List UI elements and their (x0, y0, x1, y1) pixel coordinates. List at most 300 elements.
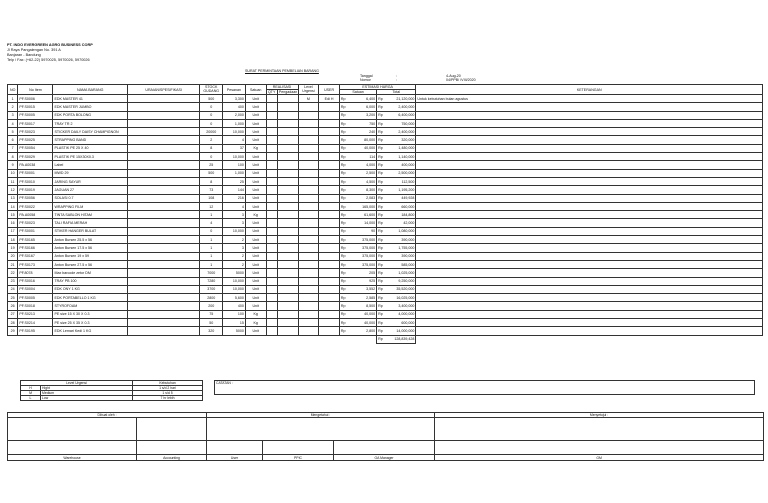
row-satuan: Unit (245, 202, 266, 210)
row-no: 14 (8, 202, 18, 210)
empty-cell (245, 335, 266, 343)
col-pengadaan: Pengadaan (278, 90, 298, 94)
role-ga-manager: GA Manager (334, 455, 435, 461)
row-pesanan: 3,300 (223, 95, 246, 103)
row-qty (266, 219, 277, 227)
row-level (298, 302, 319, 310)
table-row (8, 95, 763, 103)
row-uraian (127, 260, 199, 268)
row-uraian (127, 277, 199, 285)
row-qty (266, 111, 277, 119)
row-item-name: Anton Bursen 25.5 x 56 (53, 236, 127, 244)
legend-code: L (21, 396, 41, 401)
row-rp: Rp (339, 186, 347, 194)
row-uraian (127, 252, 199, 260)
table-row (8, 186, 763, 194)
row-item-name: Anton Bursen 19 x 59 (53, 252, 127, 260)
col-realisasi: REALISASI (266, 85, 298, 90)
row-rp: Rp (377, 285, 385, 293)
legend-need: 1 s/d 2 hari (133, 386, 203, 391)
row-item-code: PF.S0016 (18, 277, 53, 285)
row-rp: Rp (377, 95, 385, 103)
row-no: 11 (8, 177, 18, 185)
row-level (298, 169, 319, 177)
row-stock: 7280 (200, 277, 223, 285)
row-item-code: PF.S0017 (18, 119, 53, 127)
row-stock: 1 (200, 252, 223, 260)
row-level (298, 103, 319, 111)
row-item-code: PF.S0001 (18, 169, 53, 177)
row-pengadaan (277, 227, 298, 235)
row-item-name: TRAY PB 100 (53, 277, 127, 285)
row-item-name: PLASTIK PE 25 X 40 (53, 144, 127, 152)
row-uraian (127, 236, 199, 244)
row-pesanan: 2 (223, 236, 246, 244)
row-rp: Rp (377, 119, 385, 127)
row-item-name: PLASTIK PE 15X30X0.3 (53, 153, 127, 161)
empty-cell (53, 335, 127, 343)
row-satuan: Unit (245, 227, 266, 235)
company-address: Jl Raya Pangalengan No. 391 A (7, 48, 61, 52)
row-total: 1,195,200 (385, 186, 416, 194)
row-level (298, 211, 319, 219)
row-rp: Rp (339, 310, 347, 318)
row-keterangan (416, 252, 763, 260)
row-pengadaan (277, 111, 298, 119)
row-satuan: Unit (245, 119, 266, 127)
row-user: Edi H (319, 95, 340, 103)
row-rp: Rp (339, 103, 347, 111)
row-pengadaan (277, 194, 298, 202)
col-total: Total (377, 90, 416, 95)
row-user (319, 194, 340, 202)
row-no: 4 (8, 119, 18, 127)
sign-box (263, 441, 334, 455)
row-item-code: PF.S0001 (18, 227, 53, 235)
row-rp: Rp (339, 252, 347, 260)
row-total: 42,000 (385, 219, 416, 227)
row-satuan: Unit (245, 327, 266, 335)
row-harga: 114 (348, 153, 377, 161)
row-pengadaan (277, 252, 298, 260)
row-harga: 6,400 (348, 95, 377, 103)
table-row (8, 194, 763, 202)
row-qty (266, 211, 277, 219)
row-harga: 2,585 (348, 294, 377, 302)
row-pengadaan (277, 161, 298, 169)
row-stock: 20000 (200, 128, 223, 136)
row-keterangan (416, 302, 763, 310)
row-total: 16,025,000 (385, 294, 416, 302)
row-pesanan: 100 (223, 161, 246, 169)
row-uraian (127, 294, 199, 302)
row-pesanan: 10,000 (223, 153, 246, 161)
row-pesanan: 10,000 (223, 277, 246, 285)
col-user: USER (319, 85, 340, 95)
row-level (298, 186, 319, 194)
row-rp: Rp (339, 244, 347, 252)
col-satuan: Satuan (245, 85, 266, 95)
row-no: 24 (8, 285, 18, 293)
row-pesanan: 1,000 (223, 169, 246, 177)
row-stock: 7000 (200, 269, 223, 277)
empty-cell (319, 335, 340, 343)
row-uraian (127, 153, 199, 161)
row-uraian (127, 327, 199, 335)
row-rp: Rp (377, 194, 385, 202)
row-no: 25 (8, 294, 18, 302)
table-row (8, 269, 763, 277)
sign-box (334, 441, 435, 455)
row-user (319, 153, 340, 161)
row-user (319, 177, 340, 185)
col-stock: STOCK GUDANG (200, 85, 223, 95)
table-row (8, 294, 763, 302)
row-pesanan: 3 (223, 244, 246, 252)
row-stock: 108 (200, 194, 223, 202)
row-item-name: EDK Lemari Kedi 1 KG (53, 327, 127, 335)
row-satuan: Unit (245, 302, 266, 310)
row-user (319, 269, 340, 277)
row-item-name: EDK ONY 1 KG (53, 285, 127, 293)
row-harga: 8,300 (348, 186, 377, 194)
row-item-code: PF.8078 (18, 269, 53, 277)
table-row (8, 327, 763, 335)
table-row (8, 111, 763, 119)
row-user (319, 103, 340, 111)
table-row (8, 260, 763, 268)
row-harga: 4,500 (348, 177, 377, 185)
role-ppic: PPIC (263, 455, 334, 461)
row-rp: Rp (377, 153, 385, 161)
row-harga: 375,000 (348, 252, 377, 260)
row-satuan: Unit (245, 128, 266, 136)
sign-box (207, 441, 263, 455)
row-stock: 73 (200, 186, 223, 194)
row-item-name: Label (53, 161, 127, 169)
row-keterangan (416, 319, 763, 327)
row-rp: Rp (377, 236, 385, 244)
nomor-colon: : (396, 78, 397, 82)
row-uraian (127, 103, 199, 111)
row-keterangan (416, 128, 763, 136)
row-pesanan: 4 (223, 136, 246, 144)
row-item-code: PF.S0005 (18, 294, 53, 302)
row-item-name: JAGUAN 27 (53, 186, 127, 194)
col-harga-satuan: Satuan (339, 90, 376, 95)
sign-box (137, 441, 207, 455)
catatan-box (214, 380, 755, 395)
row-stock: 0 (200, 111, 223, 119)
row-level (298, 177, 319, 185)
row-keterangan (416, 327, 763, 335)
row-pesanan: 400 (223, 302, 246, 310)
row-pesanan: 37 (223, 144, 246, 152)
row-pesanan: 2 (223, 252, 246, 260)
row-satuan: Unit (245, 186, 266, 194)
row-user (319, 252, 340, 260)
row-rp: Rp (339, 302, 347, 310)
legend-need: 1 s/d 5 (133, 391, 203, 396)
table-row (8, 153, 763, 161)
row-user (319, 144, 340, 152)
row-rp: Rp (377, 186, 385, 194)
tanggal-value: 4-Aug-20 (446, 74, 461, 78)
table-row (8, 252, 763, 260)
row-no: 15 (8, 211, 18, 219)
row-pesanan: 5000 (223, 269, 246, 277)
row-pesanan: 100 (223, 310, 246, 318)
row-stock: 75 (200, 310, 223, 318)
row-item-code: PF.S0173 (18, 260, 53, 268)
row-uraian (127, 136, 199, 144)
row-rp: Rp (377, 144, 385, 152)
row-rp: Rp (339, 211, 347, 219)
row-pengadaan (277, 202, 298, 210)
row-stock: 0 (200, 153, 223, 161)
row-harga: 240 (348, 128, 377, 136)
empty-cell (127, 335, 199, 343)
row-item-code: PF.S0004 (18, 285, 53, 293)
row-harga: 40,000 (348, 319, 377, 327)
dibuat-label: Dibuat oleh : (8, 413, 207, 418)
row-pesanan: 2,000 (223, 111, 246, 119)
row-harga: 205 (348, 269, 377, 277)
row-keterangan (416, 202, 763, 210)
col-no: NO (8, 85, 18, 95)
row-item-code: PF.S0214 (18, 319, 53, 327)
row-item-code: PA.A0058 (18, 211, 53, 219)
row-rp: Rp (377, 111, 385, 119)
row-level (298, 310, 319, 318)
company-phone: Telp / Fax: (+62-22) 5970025, 5970026, 5970026 (7, 58, 90, 62)
row-no: 12 (8, 186, 18, 194)
row-item-code: PF.S0167 (18, 252, 53, 260)
row-satuan: Unit (245, 194, 266, 202)
row-stock: 0 (200, 119, 223, 127)
col-uraian: URAIAN/SPESIFIKASI (127, 85, 199, 95)
row-user (319, 319, 340, 327)
empty-cell (277, 335, 298, 343)
row-satuan: Unit (245, 111, 266, 119)
row-qty (266, 161, 277, 169)
row-user (319, 128, 340, 136)
row-item-code: PF.S0019 (18, 186, 53, 194)
row-stock: 1 (200, 260, 223, 268)
row-pengadaan (277, 302, 298, 310)
row-qty (266, 310, 277, 318)
row-user (319, 169, 340, 177)
legend-name: Medium (41, 391, 133, 396)
legend-name: Low (41, 396, 133, 401)
row-satuan: Unit (245, 169, 266, 177)
row-harga: 375,000 (348, 260, 377, 268)
row-rp: Rp (377, 277, 385, 285)
row-pesanan: 216 (223, 194, 246, 202)
row-pesanan: 3 (223, 219, 246, 227)
row-uraian (127, 119, 199, 127)
document-meta (360, 73, 476, 83)
catatan-label: CATATAN : (216, 381, 233, 385)
row-uraian (127, 95, 199, 103)
table-row (8, 161, 763, 169)
empty-cell (200, 335, 223, 343)
tanggal-colon: : (396, 74, 397, 78)
row-pesanan: 4 (223, 202, 246, 210)
legend-name: Hight (41, 386, 133, 391)
row-rp: Rp (377, 319, 385, 327)
row-total: 1,480,000 (385, 144, 416, 152)
row-rp: Rp (377, 302, 385, 310)
row-user (319, 136, 340, 144)
row-stock: 1 (200, 236, 223, 244)
row-keterangan (416, 211, 763, 219)
row-satuan: Kg (245, 310, 266, 318)
row-no: 8 (8, 153, 18, 161)
row-keterangan: Untuk kebutuhan bulan agustus (416, 95, 763, 103)
row-no: 29 (8, 327, 18, 335)
row-total: 390,000 (385, 252, 416, 260)
row-qty (266, 244, 277, 252)
row-stock: 2800 (200, 294, 223, 302)
row-total: 3,400,000 (385, 302, 416, 310)
row-no: 10 (8, 169, 18, 177)
row-rp: Rp (339, 153, 347, 161)
row-rp: Rp (339, 227, 347, 235)
legend-header-need: Kebutuhan (133, 381, 203, 386)
row-rp: Rp (339, 169, 347, 177)
row-total: 600,000 (385, 319, 416, 327)
row-harga: 90 (348, 227, 377, 235)
row-user (319, 302, 340, 310)
row-qty (266, 227, 277, 235)
row-pengadaan (277, 153, 298, 161)
row-keterangan (416, 260, 763, 268)
row-uraian (127, 244, 199, 252)
row-rp: Rp (377, 211, 385, 219)
row-level (298, 260, 319, 268)
col-keterangan: KETERANGAN (416, 85, 763, 95)
row-satuan: Unit (245, 285, 266, 293)
company-header (7, 43, 93, 63)
row-item-code: PF.S0029 (18, 153, 53, 161)
company-city: Banjaran - Bandung (7, 53, 41, 57)
row-rp: Rp (377, 269, 385, 277)
row-no: 7 (8, 144, 18, 152)
row-pengadaan (277, 319, 298, 327)
row-level (298, 194, 319, 202)
role-accounting: Accounting (137, 455, 207, 461)
row-item-name: EDK PORTA BOLONG (53, 111, 127, 119)
row-stock: 3700 (200, 285, 223, 293)
row-item-name: STYROFOAM (53, 302, 127, 310)
row-rp: Rp (339, 260, 347, 268)
row-qty (266, 186, 277, 194)
row-total: 320,000 (385, 136, 416, 144)
table-row (8, 285, 763, 293)
row-level (298, 227, 319, 235)
table-row (8, 302, 763, 310)
row-harga: 165,000 (348, 202, 377, 210)
row-satuan: Unit (245, 244, 266, 252)
row-stock: 4 (200, 219, 223, 227)
row-qty (266, 260, 277, 268)
grand-total-value: 128,839,428 (385, 335, 416, 343)
row-level (298, 119, 319, 127)
row-harga: 6,000 (348, 103, 377, 111)
row-item-code: PF.S0022 (18, 202, 53, 210)
row-uraian (127, 144, 199, 152)
empty-cell (266, 335, 277, 343)
row-harga: 3,552 (348, 285, 377, 293)
row-stock: 320 (200, 327, 223, 335)
row-qty (266, 269, 277, 277)
row-user (319, 227, 340, 235)
row-uraian (127, 319, 199, 327)
row-item-name: TRAY TR 2 (53, 119, 127, 127)
row-uraian (127, 161, 199, 169)
row-total: 2,400,000 (385, 128, 416, 136)
row-satuan: Unit (245, 236, 266, 244)
row-item-name: EDK MASTER 41 (53, 95, 127, 103)
row-total: 1,025,000 (385, 269, 416, 277)
row-pesanan: 10,000 (223, 128, 246, 136)
row-item-code: PF.S0015 (18, 103, 53, 111)
row-rp: Rp (339, 269, 347, 277)
row-harga: 40,000 (348, 144, 377, 152)
row-item-code: PF.S0165 (18, 236, 53, 244)
table-row (8, 211, 763, 219)
row-pengadaan (277, 95, 298, 103)
col-level: Level Urgensi (298, 85, 319, 95)
col-no-item: No Item (18, 85, 53, 95)
row-item-name: WRAPPING FILM (53, 202, 127, 210)
row-item-code: PF.S0005 (18, 111, 53, 119)
row-level (298, 252, 319, 260)
table-row (8, 128, 763, 136)
row-uraian (127, 211, 199, 219)
row-rp: Rp (339, 161, 347, 169)
row-user (319, 277, 340, 285)
row-uraian (127, 302, 199, 310)
row-pengadaan (277, 128, 298, 136)
row-pesanan: 144 (223, 186, 246, 194)
row-item-name: Anton Bursen 27.5 x 56 (53, 260, 127, 268)
row-stock: 500 (200, 169, 223, 177)
row-item-code: PF.S0213 (18, 310, 53, 318)
row-pengadaan (277, 310, 298, 318)
row-qty (266, 277, 277, 285)
row-satuan: Unit (245, 219, 266, 227)
table-row (8, 177, 763, 185)
row-level (298, 294, 319, 302)
row-user (319, 236, 340, 244)
col-pesanan: Pesanan (223, 85, 246, 95)
table-row (8, 319, 763, 327)
row-harga: 14,000 (348, 219, 377, 227)
row-rp: Rp (377, 244, 385, 252)
row-rp: Rp (339, 236, 347, 244)
row-uraian (127, 310, 199, 318)
row-rp: Rp (339, 202, 347, 210)
row-satuan: Unit (245, 161, 266, 169)
row-level (298, 128, 319, 136)
row-item-name: Anton Bursen 17.5 x 56 (53, 244, 127, 252)
row-pengadaan (277, 211, 298, 219)
row-pengadaan (277, 169, 298, 177)
empty-cell (348, 335, 377, 343)
row-rp: Rp (339, 128, 347, 136)
